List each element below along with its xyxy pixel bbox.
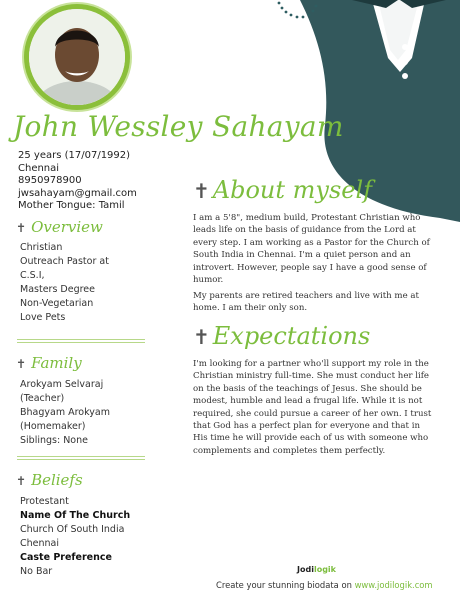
family-list xyxy=(20,378,110,448)
cross-icon: ✝ xyxy=(193,179,210,203)
cross-icon: ✝ xyxy=(16,221,27,235)
list-item: Outreach Pastor at xyxy=(20,256,109,267)
list-label: Name Of The Church xyxy=(20,510,131,521)
list-item: Bhagyam Arokyam xyxy=(20,407,110,418)
beliefs-list xyxy=(20,495,130,579)
list-item: Christian xyxy=(20,242,63,253)
list-item: Masters Degree xyxy=(20,284,95,295)
expectations-paragraph: I'm looking for a partner who'll support my role in the Christian ministry full-time. She must conduct her life on the basis of the teachings of Jesus. She should be modest, humble and lead a frugal life. While it is not required, she could pursue a career of her own. I trust that God has a perfect plan for everyone and that in His time he will provide each of us with someone who complements and completes them perfectly. xyxy=(193,359,432,456)
cross-icon: ✝ xyxy=(16,474,27,488)
email: jwsahayam@gmail.com xyxy=(18,187,137,199)
profile-name: John Wessley Sahayam xyxy=(13,110,344,143)
avatar xyxy=(24,4,130,110)
list-item: (Homemaker) xyxy=(20,421,86,432)
age-line: 25 years (17/07/1992) xyxy=(18,150,131,161)
about-paragraph-1: I am a 5'8", medium build, Protestant Christian who leads life on the basis of guidance from the Lord at every step. I am working as a Pastor for the Church of South India in Chennai. I'm a quiet person and an introvert. However, people say I have a good sense of humor. xyxy=(193,213,430,286)
expectations-heading: ✝ Expectations xyxy=(193,322,371,350)
about-paragraph-2: My parents are retired teachers and live with me at home. I am their only son. xyxy=(193,291,419,314)
beliefs-heading: ✝ Beliefs xyxy=(16,471,83,489)
cross-icon: ✝ xyxy=(193,325,210,349)
overview-list xyxy=(20,241,109,325)
basic-info xyxy=(18,150,137,213)
cross-icon: ✝ xyxy=(16,357,27,371)
divider xyxy=(17,456,145,460)
divider xyxy=(17,339,145,343)
mother-tongue: Mother Tongue: Tamil xyxy=(18,200,125,212)
list-item: Love Pets xyxy=(20,312,66,323)
about-heading: ✝ About myself xyxy=(193,176,373,204)
list-item: C.S.I, xyxy=(20,270,45,281)
list-item: Chennai xyxy=(20,538,60,549)
profile-photo xyxy=(29,9,125,105)
list-item: No Bar xyxy=(20,566,53,577)
list-item: Siblings: None xyxy=(20,435,88,446)
list-item: Protestant xyxy=(20,496,69,507)
jodilogik-logo: Jodilogik xyxy=(297,565,336,574)
list-item: (Teacher) xyxy=(20,393,65,404)
website-link[interactable]: www.jodilogik.com xyxy=(354,580,433,590)
list-item: Arokyam Selvaraj xyxy=(20,379,104,390)
list-item: Non-Vegetarian xyxy=(20,298,94,309)
family-heading: ✝ Family xyxy=(16,354,82,372)
footer-text: Create your stunning biodata on www.jodilogik.com xyxy=(216,580,433,590)
list-label: Caste Preference xyxy=(20,552,112,563)
list-item: Church Of South India xyxy=(20,524,125,535)
phone: 8950978900 xyxy=(18,175,82,187)
city: Chennai xyxy=(18,162,60,174)
overview-heading: ✝ Overview xyxy=(16,218,103,236)
